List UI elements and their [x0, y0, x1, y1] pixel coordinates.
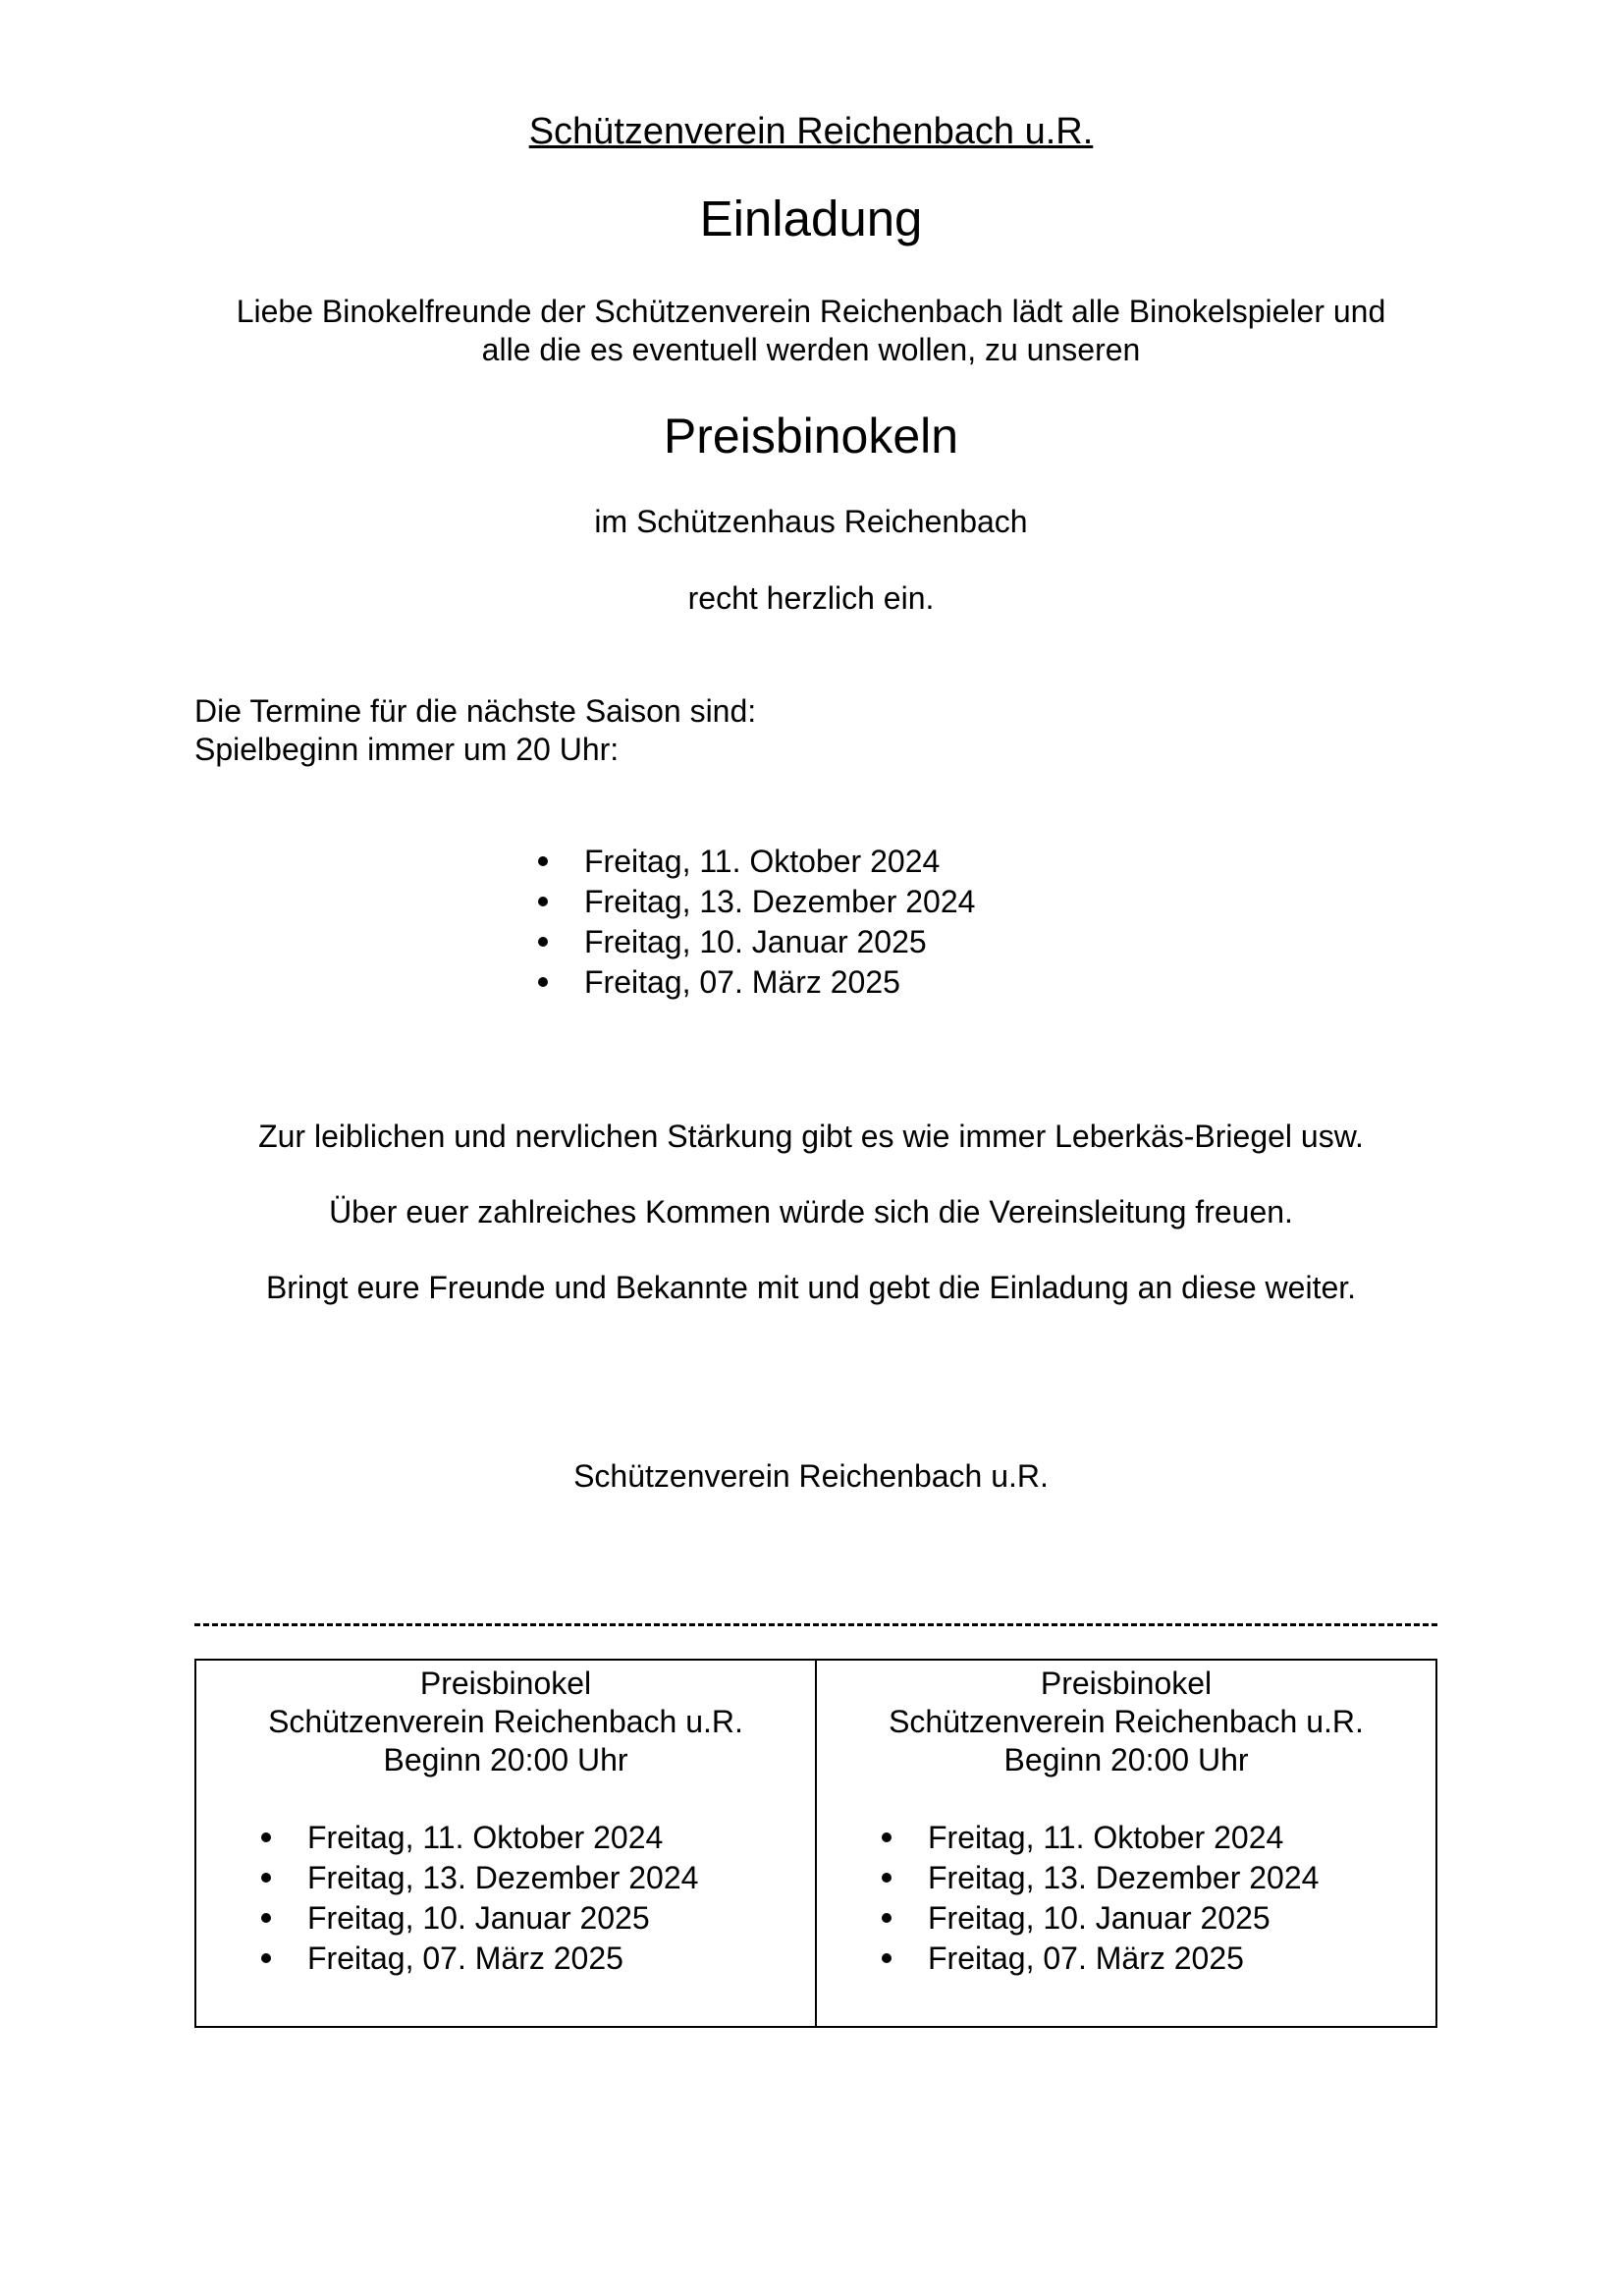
schedule-line-2: Spielbeginn immer um 20 Uhr: [194, 732, 620, 767]
ticket-header [196, 1665, 815, 1779]
list-item: Freitag, 07. März 2025 [261, 1939, 698, 1979]
schedule-line-1: Die Termine für die nächste Saison sind: [194, 693, 757, 729]
list-item: Freitag, 10. Januar 2025 [538, 922, 975, 962]
list-item: Freitag, 10. Januar 2025 [261, 1898, 698, 1939]
signature: Schützenverein Reichenbach u.R. [573, 1458, 1049, 1494]
list-item: Freitag, 11. Oktober 2024 [261, 1818, 698, 1858]
intro-paragraph [177, 293, 1445, 369]
ticket-title: Preisbinokel [419, 1666, 592, 1701]
ticket-start: Beginn 20:00 Uhr [383, 1742, 628, 1777]
ticket-header [817, 1665, 1435, 1779]
schedule-intro [194, 692, 756, 769]
list-item: Freitag, 07. März 2025 [538, 962, 975, 1003]
ticket-table [194, 1659, 1437, 2028]
ticket-right [815, 1661, 1435, 2026]
list-item: Freitag, 07. März 2025 [882, 1939, 1319, 1979]
intro-line-1: Liebe Binokelfreunde der Schützenverein Reichenbach lädt alle Binokelspieler und [236, 294, 1386, 329]
list-item: Freitag, 13. Dezember 2024 [261, 1858, 698, 1898]
food-note: Zur leiblichen und nervlichen Stärkung gibt es wie immer Leberkäs-Briegel usw. [258, 1119, 1364, 1154]
ticket-date-list [261, 1818, 698, 1979]
date-list [538, 842, 975, 1003]
list-item: Freitag, 11. Oktober 2024 [538, 842, 975, 882]
invitation-closing: recht herzlich ein. [687, 580, 935, 616]
ticket-start: Beginn 20:00 Uhr [1003, 1742, 1249, 1777]
ticket-left [196, 1661, 815, 2026]
event-title: Preisbinokeln [663, 409, 959, 464]
list-item: Freitag, 10. Januar 2025 [882, 1898, 1319, 1939]
club-header: Schützenverein Reichenbach u.R. [528, 111, 1094, 152]
ticket-date-list [882, 1818, 1319, 1979]
ticket-club: Schützenverein Reichenbach u.R. [268, 1704, 743, 1739]
list-item: Freitag, 13. Dezember 2024 [538, 882, 975, 922]
list-item: Freitag, 13. Dezember 2024 [882, 1858, 1319, 1898]
share-note: Bringt eure Freunde und Bekannte mit und gebt die Einladung an diese weiter. [265, 1270, 1357, 1305]
ticket-club: Schützenverein Reichenbach u.R. [889, 1704, 1364, 1739]
intro-line-2: alle die es eventuell werden wollen, zu unseren [481, 332, 1141, 367]
cut-line-divider [194, 1623, 1437, 1626]
event-venue: im Schützenhaus Reichenbach [594, 504, 1028, 539]
list-item: Freitag, 11. Oktober 2024 [882, 1818, 1319, 1858]
ticket-title: Preisbinokel [1040, 1666, 1213, 1701]
page-title: Einladung [699, 191, 923, 246]
welcome-note: Über euer zahlreiches Kommen würde sich die Vereinsleitung freuen. [329, 1194, 1293, 1230]
